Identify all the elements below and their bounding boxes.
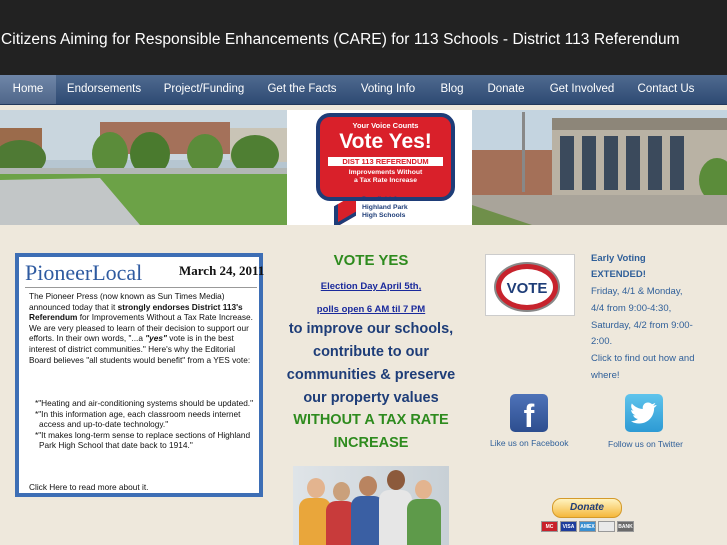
pioneer-local-logo: PioneerLocal xyxy=(25,260,143,285)
early-voting-line-1: Friday, 4/1 & Monday, xyxy=(591,286,683,297)
amex-icon: AMEX xyxy=(579,521,596,532)
early-voting-line-4: 2:00. xyxy=(591,336,613,347)
schools-text: Deerfield & Highland Park High Schools xyxy=(362,196,408,219)
no-tax-line-1: WITHOUT A TAX RATE xyxy=(293,412,449,428)
polls-open-link[interactable]: polls open 6 AM til 7 PM xyxy=(316,304,426,315)
visa-icon: VISA xyxy=(560,521,577,532)
read-more-link[interactable]: Click Here to read more about it. xyxy=(29,482,149,492)
nav-home[interactable]: Home xyxy=(0,75,56,104)
pitch-line-2: contribute to our xyxy=(313,344,429,360)
early-voting-line-2: 4/4 from 9:00-4:30, xyxy=(591,303,672,314)
article-quotes: *"Heating and air-conditioning systems should be updated." *"In this information age, each classroom needs internet access and up-to-date technology." *"It makes long-term sense to replace sections of Highland Park High School that date back to 1914." xyxy=(35,398,254,451)
header-banner xyxy=(0,110,727,225)
school-photo-left xyxy=(0,110,287,225)
early-voting-extended: EXTENDED! xyxy=(591,269,646,280)
nav-voting-info[interactable]: Voting Info xyxy=(360,83,416,95)
pitch-line-3: communities & preserve xyxy=(286,367,456,383)
mastercard-icon: MC xyxy=(541,521,558,532)
find-out-link[interactable]: Click to find out how and xyxy=(591,353,695,364)
find-out-link-2[interactable]: where! xyxy=(591,370,620,381)
pitch-line-4: our property values xyxy=(303,390,439,406)
nav-get-involved[interactable]: Get Involved xyxy=(549,83,615,95)
article-body: The Pioneer Press (now known as Sun Times Media) announced today that it strongly endorses District 113's Referendum for Improvements Without a Tax Rate Increase. We are very pleased to learn of their decision to support our efforts. In their own words, "...a "yes" vote is in the best interest of district communities." Here's why the Editorial Board believes "all students would benefit" from a YES vote: xyxy=(29,291,253,365)
pioneer-local-article[interactable] xyxy=(15,253,263,497)
twitter-icon[interactable] xyxy=(625,394,663,432)
discover-icon xyxy=(598,521,615,532)
nav-endorsements[interactable]: Endorsements xyxy=(66,83,142,95)
early-voting-title: Early Voting xyxy=(591,253,646,264)
speech-bubble: Your Voice Counts Vote Yes! DIST 113 REFERENDUM Improvements Without a Tax Rate Increase xyxy=(316,113,455,201)
nav-blog[interactable]: Blog xyxy=(440,83,464,95)
early-voting-line-3: Saturday, 4/2 from 9:00- xyxy=(591,320,693,331)
nav-project-funding[interactable]: Project/Funding xyxy=(163,83,245,95)
nav-donate[interactable]: Donate xyxy=(487,83,525,95)
nav-contact-us[interactable]: Contact Us xyxy=(637,83,695,95)
election-day-link[interactable]: Election Day April 5th, xyxy=(320,281,422,292)
site-header xyxy=(0,0,727,75)
site-title: Citizens Aiming for Responsible Enhancements (CARE) for 113 Schools - District 113 Referendum xyxy=(1,31,680,48)
donate-button[interactable]: Donate xyxy=(552,498,622,518)
twitter-label[interactable]: Follow us on Twitter xyxy=(608,439,683,449)
nav-get-the-facts[interactable]: Get the Facts xyxy=(267,83,337,95)
facebook-icon[interactable]: f xyxy=(510,394,548,432)
bank-icon: BANK xyxy=(617,521,634,532)
main-nav xyxy=(0,75,727,105)
article-date: March 24, 2011 xyxy=(179,263,265,278)
vote-yes-heading: VOTE YES xyxy=(333,252,409,269)
no-tax-line-2: INCREASE xyxy=(333,435,409,451)
facebook-label[interactable]: Like us on Facebook xyxy=(490,438,569,448)
vote-button-image[interactable]: VOTE xyxy=(485,254,575,316)
pitch-line-1: to improve our schools, xyxy=(288,321,454,337)
students-photo xyxy=(293,466,449,545)
school-photo-right xyxy=(472,110,727,225)
vote-yes-graphic xyxy=(287,110,472,225)
